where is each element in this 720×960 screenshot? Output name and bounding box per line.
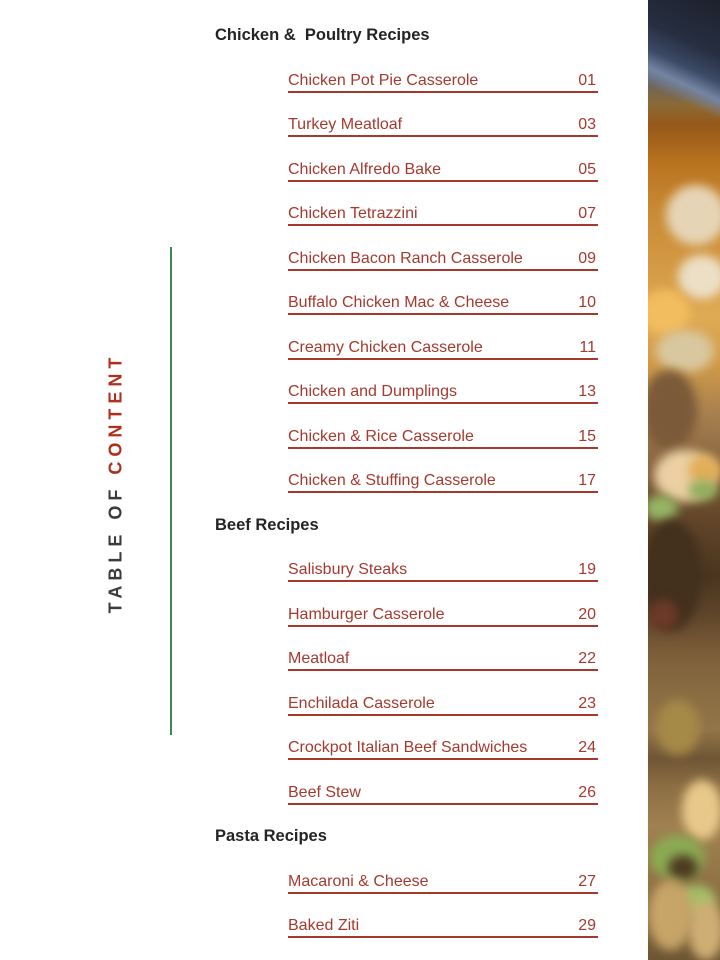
toc-entry-link[interactable] bbox=[288, 781, 598, 805]
entry-title: Chicken & Stuffing Casserole bbox=[288, 472, 496, 489]
toc-entry-link[interactable] bbox=[288, 870, 598, 894]
page-title-prefix: TABLE OF bbox=[105, 474, 126, 614]
toc-entry-row bbox=[215, 380, 598, 425]
photo-herb-blob bbox=[648, 495, 678, 521]
entry-title: Enchilada Casserole bbox=[288, 694, 435, 712]
entry-page-number: 22 bbox=[578, 650, 596, 667]
entry-page-number: 05 bbox=[578, 160, 596, 178]
page-title-vertical bbox=[106, 353, 127, 614]
entry-page-number: 23 bbox=[578, 694, 596, 712]
photo-meat-blob bbox=[648, 600, 678, 630]
entry-page-number: 29 bbox=[578, 917, 596, 934]
toc bbox=[215, 24, 598, 959]
photo-mushroom-blob bbox=[678, 255, 720, 299]
entry-title: Salisbury Steaks bbox=[288, 561, 408, 578]
food-photo bbox=[648, 0, 720, 960]
toc-entry-link[interactable] bbox=[288, 158, 598, 182]
entry-title: Creamy Chicken Casserole bbox=[288, 338, 483, 356]
entry-title: Crockpot Italian Beef Sandwiches bbox=[288, 739, 528, 756]
toc-entry-link[interactable] bbox=[288, 647, 598, 671]
photo-potato-blob bbox=[648, 290, 690, 335]
entry-title: Meatloaf bbox=[288, 650, 350, 667]
toc-entry-row bbox=[215, 469, 598, 514]
entry-page-number: 19 bbox=[578, 561, 596, 578]
entry-title: Chicken Bacon Ranch Casserole bbox=[288, 249, 523, 267]
toc-entry-row bbox=[215, 692, 598, 737]
photo-gravy-shadow bbox=[668, 855, 698, 880]
toc-entry-row bbox=[215, 158, 598, 203]
toc-entry-row bbox=[215, 781, 598, 826]
toc-entry-link[interactable] bbox=[288, 603, 598, 627]
entry-title: Chicken and Dumplings bbox=[288, 383, 457, 400]
photo-potato-blob bbox=[656, 700, 700, 755]
entry-page-number: 10 bbox=[578, 294, 596, 311]
entry-title: Hamburger Casserole bbox=[288, 605, 445, 623]
toc-entry-link[interactable] bbox=[288, 69, 598, 93]
entry-page-number: 03 bbox=[578, 116, 596, 133]
section-heading-row bbox=[215, 825, 598, 870]
toc-entry-link[interactable] bbox=[288, 291, 598, 315]
section-heading: Pasta Recipes bbox=[215, 827, 327, 845]
toc-entry-row bbox=[215, 69, 598, 114]
toc-entry-row bbox=[215, 736, 598, 781]
toc-entry-row bbox=[215, 336, 598, 381]
entry-title: Beef Stew bbox=[288, 783, 361, 801]
photo-meat-blob bbox=[648, 370, 697, 450]
entry-page-number: 17 bbox=[578, 472, 596, 489]
entry-page-number: 27 bbox=[578, 872, 596, 890]
entry-page-number: 24 bbox=[578, 739, 596, 756]
entry-title: Buffalo Chicken Mac & Cheese bbox=[288, 294, 510, 311]
section-heading: Beef Recipes bbox=[215, 515, 319, 534]
toc-entry-row bbox=[215, 870, 598, 915]
toc-entry-link[interactable] bbox=[288, 425, 598, 449]
entry-page-number: 07 bbox=[578, 205, 596, 222]
entry-title: Baked Ziti bbox=[288, 917, 360, 934]
section-heading-row bbox=[215, 514, 598, 559]
toc-entry-link[interactable] bbox=[288, 736, 598, 760]
entry-title: Chicken & Rice Casserole bbox=[288, 427, 474, 445]
entry-page-number: 13 bbox=[578, 383, 596, 400]
toc-entry-link[interactable] bbox=[288, 202, 598, 226]
entry-title: Chicken Alfredo Bake bbox=[288, 160, 441, 178]
toc-entry-link[interactable] bbox=[288, 336, 598, 360]
toc-entry-row bbox=[215, 425, 598, 470]
entry-page-number: 11 bbox=[579, 338, 596, 356]
toc-entry-row bbox=[215, 202, 598, 247]
toc-entry-row bbox=[215, 113, 598, 158]
toc-entry-row bbox=[215, 558, 598, 603]
toc-entry-link[interactable] bbox=[288, 113, 598, 137]
toc-entry-link[interactable] bbox=[288, 914, 598, 938]
section-heading: Chicken & Poultry Recipes bbox=[215, 26, 430, 44]
photo-herb-blob bbox=[688, 480, 718, 500]
toc-entry-link[interactable] bbox=[288, 247, 598, 271]
toc-entry-row bbox=[215, 647, 598, 692]
photo-mushroom-blob bbox=[648, 880, 693, 950]
section-heading-row bbox=[215, 24, 598, 69]
toc-entry-link[interactable] bbox=[288, 692, 598, 716]
entry-page-number: 09 bbox=[578, 249, 596, 267]
entry-title: Turkey Meatloaf bbox=[288, 116, 403, 133]
photo-potato-blob bbox=[682, 780, 720, 840]
photo-mushroom-blob bbox=[666, 185, 720, 245]
toc-entry-link[interactable] bbox=[288, 558, 598, 582]
entry-page-number: 15 bbox=[578, 427, 596, 445]
vertical-divider-line bbox=[170, 247, 172, 735]
toc-entry-row bbox=[215, 914, 598, 959]
photo-mushroom-blob bbox=[688, 900, 720, 960]
toc-entry-row bbox=[215, 247, 598, 292]
toc-entry-link[interactable] bbox=[288, 469, 598, 493]
entry-title: Chicken Tetrazzini bbox=[288, 205, 418, 222]
entry-page-number: 01 bbox=[578, 71, 596, 89]
toc-entry-row bbox=[215, 291, 598, 336]
entry-page-number: 20 bbox=[578, 605, 596, 623]
entry-page-number: 26 bbox=[578, 783, 596, 801]
entry-title: Chicken Pot Pie Casserole bbox=[288, 71, 479, 89]
entry-title: Macaroni & Cheese bbox=[288, 872, 429, 890]
toc-entry-row bbox=[215, 603, 598, 648]
toc-entry-link[interactable] bbox=[288, 380, 598, 404]
photo-mushroom-slice bbox=[656, 330, 714, 372]
page-title-accent: CONTENT bbox=[105, 352, 126, 475]
